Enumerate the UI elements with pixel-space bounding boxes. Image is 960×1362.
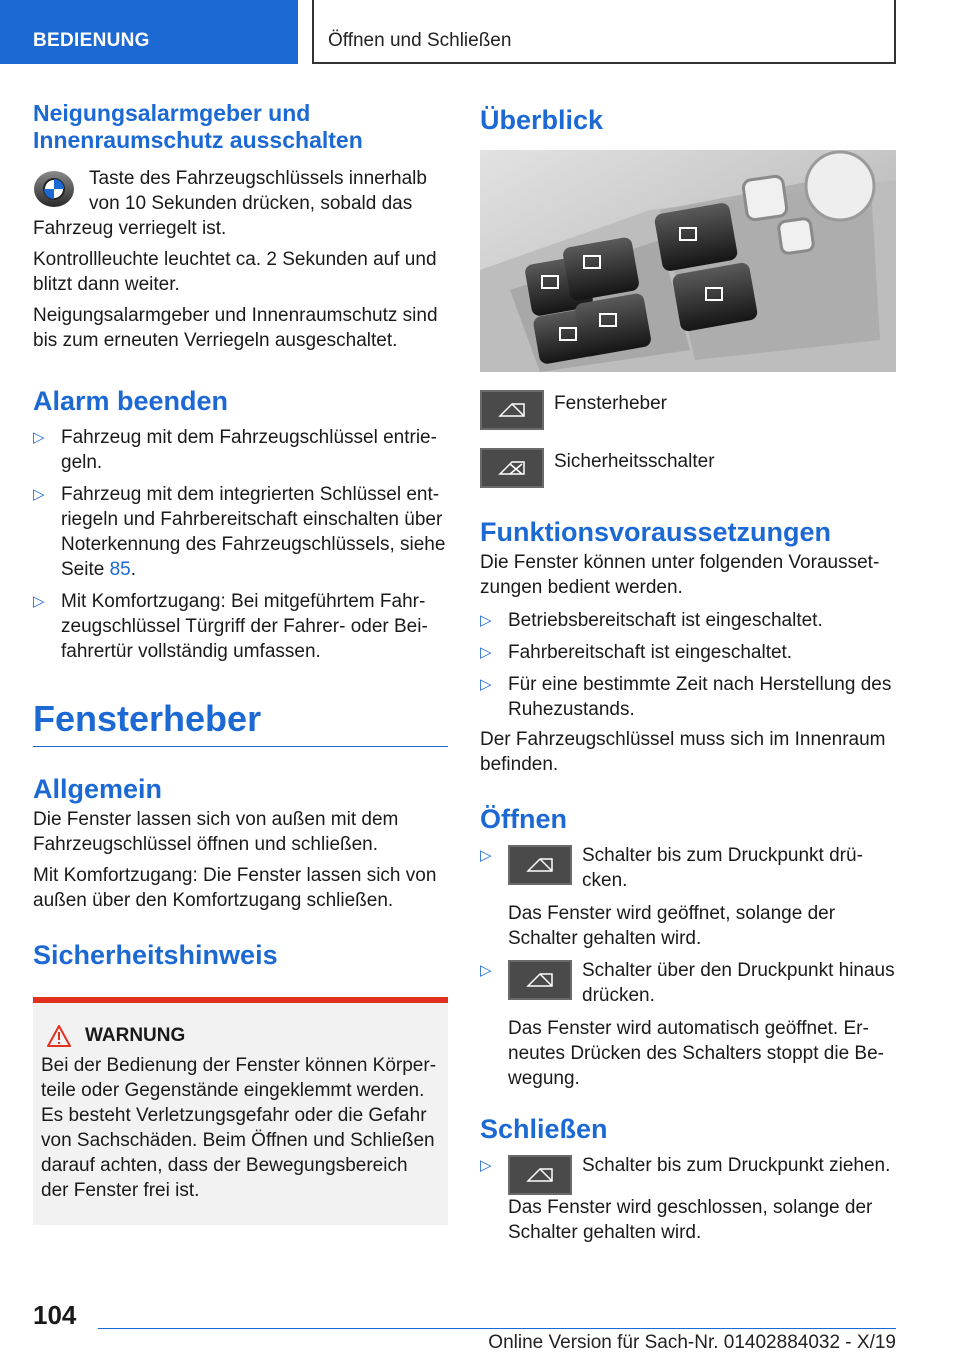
right-column [480, 100, 896, 1252]
list-item [480, 958, 896, 1091]
list-item: ▷ Für eine bestimmte Zeit nach Herstellung des Ruhezustands. [480, 674, 892, 720]
safety-switch-icon [480, 448, 544, 488]
heading-ueberblick: Überblick [480, 105, 604, 135]
warning-title: WARNUNG [85, 1025, 186, 1046]
window-switch-icon [508, 1155, 572, 1195]
page-number: 104 [33, 1300, 77, 1330]
alarm-list [33, 425, 448, 664]
list-item [480, 843, 896, 951]
window-switch-icon [508, 960, 572, 1000]
funktion-intro: Die Fenster können unter folgenden Voraussetzungen bedient werden. [480, 552, 880, 598]
bullet-triangle-icon: ▷ [33, 486, 45, 503]
heading-rule [33, 746, 448, 747]
bullet-triangle-icon: ▷ [33, 593, 45, 610]
warning-text: Bei der Bedienung der Fenster können Körperteile oder Gegenstände eingeklemmt werden. Es besteht Verletzungsgefahr oder die Gefahr von Sachschäden. Beim Öffnen und Schließen darauf achten, dass der Bewegungsbereich der Fenster frei ist. [41, 1055, 437, 1201]
neigung-paragraph-3: Neigungsalarmgeber und Innenraumschutz sind bis zum erneuten Verriegeln ausgeschaltet. [33, 305, 438, 351]
schliessen-result-1: Das Fenster wird geschlossen, solange der Schalter gehalten wird. [508, 1197, 873, 1243]
window-switch-icon [508, 845, 572, 885]
list-item [480, 1153, 896, 1245]
legend-fensterheber [480, 390, 896, 430]
bullet-triangle-icon: ▷ [480, 847, 492, 864]
door-switch-panel-image [480, 150, 896, 372]
heading-schliessen: Schließen [480, 1114, 608, 1144]
legend-label: Sicherheitsschalter [554, 451, 715, 472]
footer-text: Online Version für Sach-Nr. 01402884032 - X/19 [488, 1332, 896, 1353]
legend-sicherheit [480, 448, 896, 488]
bullet-triangle-icon: ▷ [480, 676, 492, 693]
oeffnen-list [480, 843, 896, 1091]
heading-alarm: Alarm beenden [33, 386, 229, 416]
page-link[interactable]: 85 [109, 559, 131, 580]
warning-triangle-icon [47, 1025, 71, 1047]
section-tab: BEDIENUNG [0, 0, 298, 64]
list-item: ▷ Betriebsbereitschaft ist eingeschaltet. [480, 610, 823, 631]
oeffnen-action-1: Schalter bis zum Druckpunkt drücken. [582, 845, 863, 891]
window-switch-photo [480, 150, 896, 372]
window-switch-icon [480, 390, 544, 430]
bullet-triangle-icon: ▷ [33, 429, 45, 446]
funktion-outro: Der Fahrzeugschlüssel muss sich im Innenraum befinden. [480, 729, 886, 775]
neigung-paragraph-1: Taste des Fahrzeugschlüssels innerhalb von 10 Sekunden drücken, sobald das Fahrzeug verriegelt ist. [33, 168, 427, 239]
warning-box [33, 997, 448, 1225]
bullet-triangle-icon: ▷ [480, 1157, 492, 1174]
bullet-triangle-icon: ▷ [480, 612, 492, 629]
heading-funktion: Funktionsvoraussetzungen [480, 517, 832, 547]
allgemein-paragraph-1: Die Fenster lassen sich von außen mit dem Fahrzeugschlüssel öffnen und schließen. [33, 809, 399, 855]
bullet-triangle-icon: ▷ [480, 644, 492, 661]
page-header-title: Öffnen und Schließen [312, 0, 896, 64]
funktion-list [480, 608, 896, 722]
oeffnen-result-2: Das Fenster wird automatisch geöffnet. Erneutes Drücken des Schalters stoppt die Bewegung. [508, 1018, 884, 1089]
allgemein-paragraph-2: Mit Komfortzugang: Die Fenster lassen sich von außen über den Komfortzugang schließen. [33, 865, 437, 911]
heading-neigung: Neigungsalarmgeber und Innenraumschutz ausschalten [33, 100, 363, 153]
list-item: ▷ Mit Komfortzugang: Bei mitgeführtem Fahrzeugschlüssel Türgriff der Fahrer- oder Beifahrertür vollständig umfassen. [33, 591, 428, 662]
heading-oeffnen: Öffnen [480, 804, 567, 834]
bullet-triangle-icon: ▷ [480, 962, 492, 979]
schliessen-list [480, 1153, 896, 1245]
list-item: ▷ Fahrzeug mit dem integrierten Schlüssel entriegeln und Fahrbereitschaft einschalten über Noterkennung des Fahrzeugschlüssels, siehe Seite 85. [33, 484, 446, 580]
heading-allgemein: Allgemein [33, 774, 163, 804]
warning-header [47, 1025, 440, 1047]
legend-label: Fensterheber [554, 393, 668, 414]
footer-rule [98, 1328, 896, 1329]
neigung-paragraph-2: Kontrollleuchte leuchtet ca. 2 Sekunden auf und blitzt dann weiter. [33, 249, 437, 295]
oeffnen-result-1: Das Fenster wird geöffnet, solange der Schalter gehalten wird. [508, 903, 836, 949]
heading-fensterheber: Fensterheber [33, 698, 262, 739]
schliessen-action-1: Schalter bis zum Druckpunkt ziehen. [582, 1155, 891, 1176]
list-item: ▷ Fahrbereitschaft ist eingeschaltet. [480, 642, 793, 663]
heading-sicherheit: Sicherheitshinweis [33, 940, 278, 970]
neigung-section [33, 166, 448, 353]
vehicle-key-icon [33, 168, 75, 210]
list-item: ▷ Fahrzeug mit dem Fahrzeugschlüssel entriegeln. [33, 427, 437, 473]
oeffnen-action-2: Schalter über den Druckpunkt hinaus drücken. [582, 960, 895, 1006]
left-column [33, 100, 448, 1225]
